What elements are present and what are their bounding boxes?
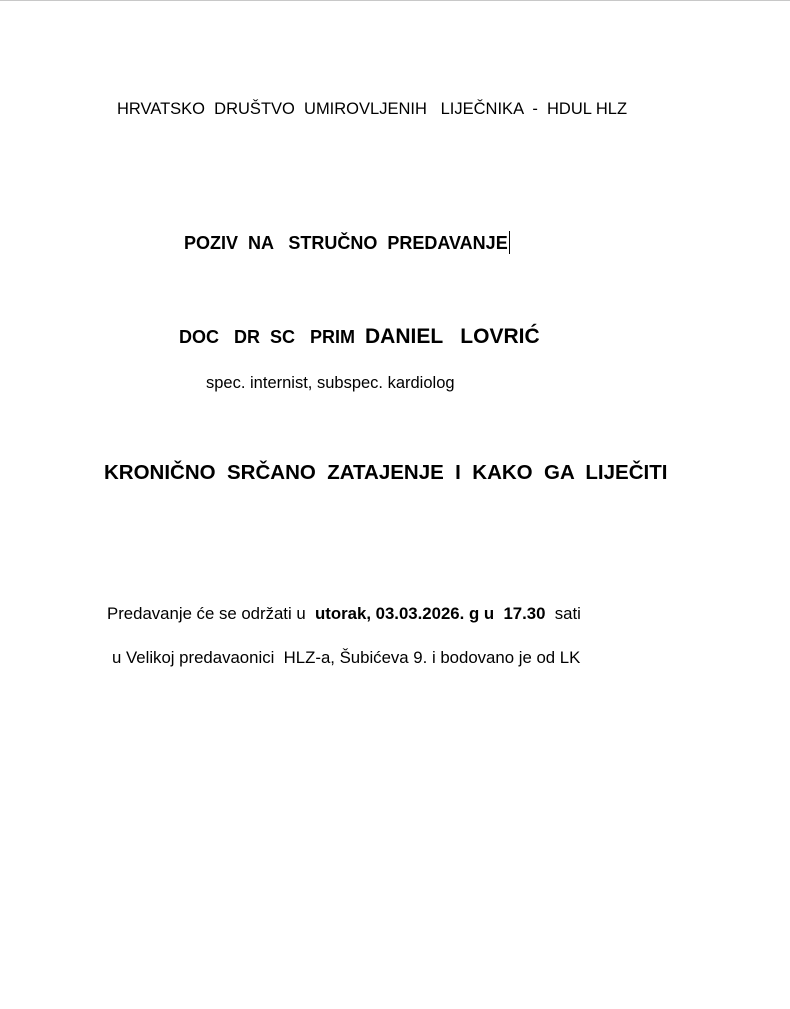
schedule-date-time: utorak, 03.03.2026. g u 17.30 xyxy=(315,604,546,623)
lecture-location: u Velikoj predavaonici HLZ-a, Šubićeva 9. i bodovano je od LK xyxy=(112,648,581,667)
lecture-schedule xyxy=(107,606,581,623)
invitation-title xyxy=(184,231,510,254)
lecturer-name: DANIEL LOVRIĆ xyxy=(365,325,540,348)
text-cursor xyxy=(509,231,510,254)
invitation-title-text: POZIV NA STRUČNO PREDAVANJE xyxy=(184,233,508,253)
lecturer-titles: DOC DR SC PRIM xyxy=(179,327,366,347)
lecture-topic: KRONIČNO SRČANO ZATAJENJE I KAKO GA LIJEČITI xyxy=(104,461,668,484)
page-top-border xyxy=(0,0,790,1)
organization-heading: HRVATSKO DRUŠTVO UMIROVLJENIH LIJEČNIKA - HDUL HLZ xyxy=(117,100,628,118)
schedule-intro: Predavanje će se održati u xyxy=(107,604,316,623)
lecturer-specialization: spec. internist, subspec. kardiolog xyxy=(206,374,455,392)
schedule-suffix: sati xyxy=(545,604,581,623)
lecturer-line xyxy=(179,326,540,347)
